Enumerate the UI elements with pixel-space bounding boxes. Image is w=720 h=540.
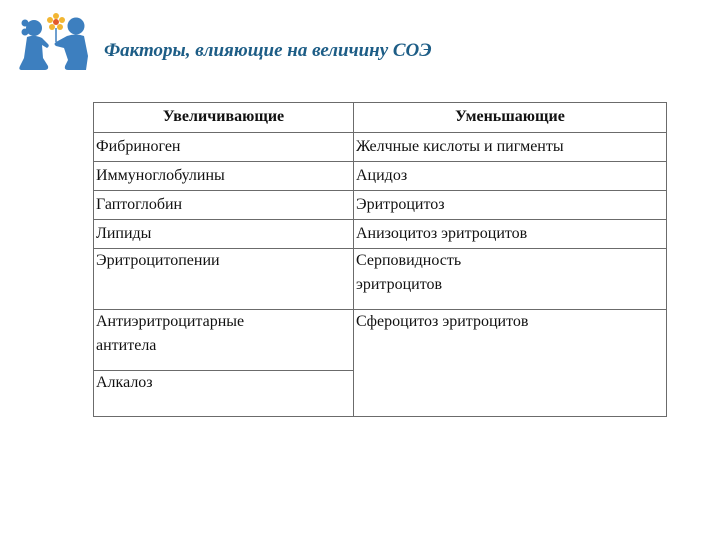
esr-factors-table — [93, 102, 667, 417]
column-header-increase: Увеличивающие — [94, 103, 354, 133]
table-row — [94, 162, 667, 191]
decrease-cell: Серповидность эритроцитов — [354, 249, 667, 310]
increase-cell: Иммуноглобулины — [94, 162, 354, 191]
table-header-row — [94, 103, 667, 133]
table-row — [94, 191, 667, 220]
decrease-cell: Желчные кислоты и пигменты — [354, 133, 667, 162]
increase-cell: Эритроцитопении — [94, 249, 354, 310]
column-header-decrease: Уменьшающие — [354, 103, 667, 133]
decrease-cell: Анизоцитоз эритроцитов — [354, 220, 667, 249]
children-flower-icon — [12, 6, 96, 74]
table-row — [94, 133, 667, 162]
table-row — [94, 220, 667, 249]
decrease-cell: Эритроцитоз — [354, 191, 667, 220]
decrease-cell: Сфероцитоз эритроцитов — [354, 310, 667, 417]
increase-cell: Гаптоглобин — [94, 191, 354, 220]
table-row — [94, 310, 667, 371]
page-title: Факторы, влияющие на величину СОЭ — [104, 40, 432, 61]
increase-cell: Антиэритроцитарные антитела — [94, 310, 354, 371]
increase-cell: Алкалоз — [94, 371, 354, 417]
increase-cell: Фибриноген — [94, 133, 354, 162]
decrease-cell: Ацидоз — [354, 162, 667, 191]
increase-cell: Липиды — [94, 220, 354, 249]
table-row — [94, 249, 667, 310]
